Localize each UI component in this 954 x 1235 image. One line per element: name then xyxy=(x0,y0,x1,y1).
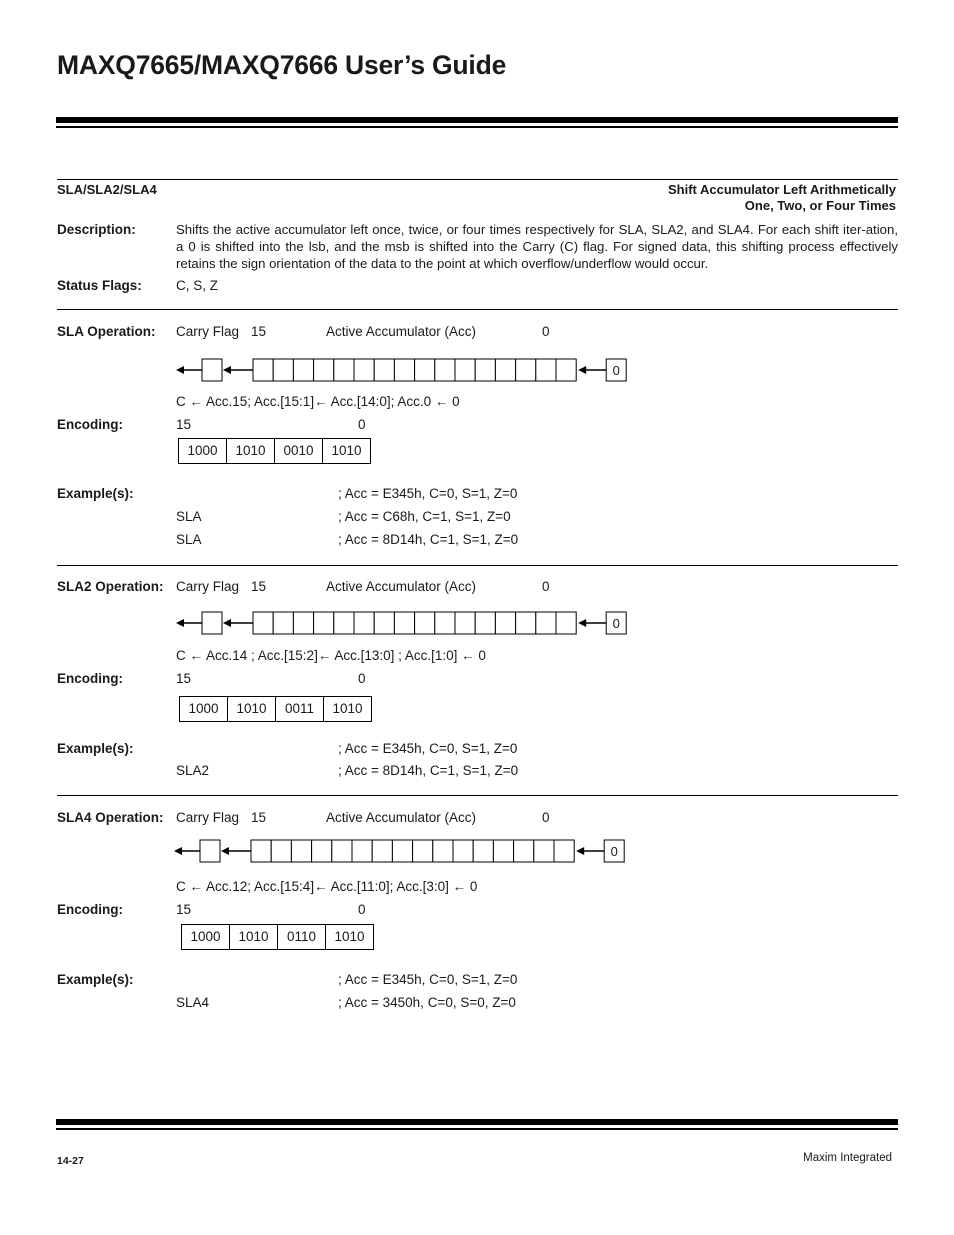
accumulator-bit-cell xyxy=(394,359,414,381)
section-divider xyxy=(57,309,898,310)
example-comment: ; Acc = E345h, C=0, S=1, Z=0 xyxy=(338,972,518,987)
header-rule-thick xyxy=(56,117,898,123)
accumulator-bit-cell xyxy=(415,359,435,381)
encoding-bit-low: 0 xyxy=(358,902,366,917)
accumulator-bit-cell xyxy=(536,612,556,634)
shift-in-value: 0 xyxy=(612,616,620,631)
accumulator-bit-cell xyxy=(453,840,473,862)
accumulator-bit-cell xyxy=(334,612,354,634)
example-code: SLA2 xyxy=(176,763,210,778)
accumulator-bit-cell xyxy=(556,612,576,634)
encoding-nibble: 1000 xyxy=(180,697,228,721)
encoding-nibble: 1000 xyxy=(182,925,230,949)
accumulator-bit-cell xyxy=(352,840,372,862)
shift-in-value: 0 xyxy=(612,363,620,378)
encoding-label: Encoding: xyxy=(57,417,123,432)
accumulator-bit-cell xyxy=(253,612,273,634)
bit-high-label: 15 xyxy=(251,324,267,339)
shift-diagram xyxy=(172,838,618,866)
arrow-head-icon xyxy=(223,366,231,374)
encoding-nibble: 1010 xyxy=(230,925,278,949)
example-comment: ; Acc = C68h, C=1, S=1, Z=0 xyxy=(338,509,511,524)
encoding-bit-high: 15 xyxy=(176,671,192,686)
accumulator-label: Active Accumulator (Acc) xyxy=(326,324,477,339)
accumulator-bit-cell xyxy=(271,840,291,862)
accumulator-bit-cell xyxy=(435,359,455,381)
accumulator-bit-cell xyxy=(514,840,534,862)
arrow-head-icon xyxy=(221,847,229,855)
accumulator-bit-cell xyxy=(495,612,515,634)
accumulator-bit-cell xyxy=(253,359,273,381)
shift-in-value: 0 xyxy=(610,844,618,859)
carry-flag-box xyxy=(202,612,222,634)
example-comment: ; Acc = E345h, C=0, S=1, Z=0 xyxy=(338,486,518,501)
accumulator-bit-cell xyxy=(495,359,515,381)
encoding-nibble: 1010 xyxy=(331,443,362,458)
shift-diagram xyxy=(174,610,620,638)
encoding-nibble: 1010 xyxy=(228,697,276,721)
carry-flag-label: Carry Flag xyxy=(176,579,240,594)
accumulator-bit-cell xyxy=(374,359,394,381)
accumulator-bit-cell xyxy=(251,840,271,862)
accumulator-bit-cell xyxy=(475,359,495,381)
accumulator-bit-cell xyxy=(556,359,576,381)
accumulator-bit-cell xyxy=(312,840,332,862)
accumulator-bit-cell xyxy=(291,840,311,862)
operation-formula: C ← Acc.15; Acc.[15:1]← Acc.[14:0]; Acc.0 ← 0 xyxy=(176,394,460,409)
encoding-nibble: 0010 xyxy=(275,439,323,463)
encoding-nibble: 1010 xyxy=(334,929,365,944)
sla-operation-label: SLA Operation: xyxy=(57,324,156,339)
examples-label: Example(s): xyxy=(57,486,134,501)
arrow-head-icon xyxy=(578,366,586,374)
encoding-box xyxy=(178,438,371,464)
carry-flag-label: Carry Flag xyxy=(176,324,240,339)
encoding-label: Encoding: xyxy=(57,902,123,917)
example-comment: ; Acc = 8D14h, C=1, S=1, Z=0 xyxy=(338,532,519,547)
bit-high-label: 15 xyxy=(251,579,267,594)
bit-low-label: 0 xyxy=(542,324,550,339)
page-title: MAXQ7665/MAXQ7666 User’s Guide xyxy=(57,50,507,80)
accumulator-bit-cell xyxy=(455,612,475,634)
accumulator-bit-cell xyxy=(372,840,392,862)
description-text: Shifts the active accumulator left once, twice, or four times respectively for SLA, SLA2, and SLA4. For each shift iter-ation, a 0 is shifted into the lsb, and the msb is shifted into the Carry (C) flag. For signed data, this shifting process effectively retains the sign orientation of the data to the point at which overflow/underflow would occur. xyxy=(176,222,898,271)
encoding-box xyxy=(181,924,374,950)
accumulator-bit-cell xyxy=(413,840,433,862)
encoding-nibble: 1010 xyxy=(332,701,363,716)
page-number: 14-27 xyxy=(57,1155,84,1167)
accumulator-bit-cell xyxy=(354,359,374,381)
encoding-bit-high: 15 xyxy=(176,417,192,432)
accumulator-bit-cell xyxy=(394,612,414,634)
bit-low-label: 0 xyxy=(542,810,550,825)
carry-flag-label: Carry Flag xyxy=(176,810,240,825)
examples-label: Example(s): xyxy=(57,741,134,756)
example-code: SLA4 xyxy=(176,995,210,1010)
bit-high-label: 15 xyxy=(251,810,267,825)
instruction-title-line1: Shift Accumulator Left Arithmetically xyxy=(667,182,896,197)
section-divider xyxy=(57,565,898,566)
accumulator-label: Active Accumulator (Acc) xyxy=(326,810,477,825)
accumulator-bit-cell xyxy=(475,612,495,634)
accumulator-bit-cell xyxy=(392,840,412,862)
encoding-nibble: 0011 xyxy=(276,697,324,721)
accumulator-bit-cell xyxy=(534,840,554,862)
footer-rule-thin xyxy=(56,1128,898,1130)
status-flags-value: C, S, Z xyxy=(176,278,219,293)
accumulator-bit-cell xyxy=(314,359,334,381)
operation-formula: C ← Acc.14 ; Acc.[15:2]← Acc.[13:0] ; Acc.[1:0] ← 0 xyxy=(176,648,486,663)
arrow-head-icon xyxy=(578,619,586,627)
accumulator-bit-cell xyxy=(536,359,556,381)
example-comment: ; Acc = 3450h, C=0, S=0, Z=0 xyxy=(338,995,516,1010)
accumulator-bit-cell xyxy=(314,612,334,634)
instruction-title xyxy=(668,182,896,214)
arrow-head-icon xyxy=(223,619,231,627)
carry-flag-box xyxy=(200,840,220,862)
accumulator-bit-cell xyxy=(334,359,354,381)
encoding-nibble: 1010 xyxy=(227,439,275,463)
accumulator-bit-cell xyxy=(374,612,394,634)
accumulator-bit-cell xyxy=(273,612,293,634)
accumulator-bit-cell xyxy=(493,840,513,862)
accumulator-bit-cell xyxy=(433,840,453,862)
accumulator-bit-cell xyxy=(273,359,293,381)
accumulator-bit-cell xyxy=(332,840,352,862)
status-flags-label: Status Flags: xyxy=(57,278,142,293)
accumulator-bit-cell xyxy=(516,612,536,634)
accumulator-bit-cell xyxy=(293,359,313,381)
section-divider xyxy=(57,179,898,180)
arrow-head-icon xyxy=(176,366,184,374)
operation-formula: C ← Acc.12; Acc.[15:4]← Acc.[11:0]; Acc.[3:0] ← 0 xyxy=(176,879,478,894)
header-rule-thin xyxy=(56,126,898,128)
carry-flag-box xyxy=(202,359,222,381)
accumulator-label: Active Accumulator (Acc) xyxy=(326,579,477,594)
bit-low-label: 0 xyxy=(542,579,550,594)
accumulator-bit-cell xyxy=(435,612,455,634)
encoding-bit-low: 0 xyxy=(358,417,366,432)
accumulator-bit-cell xyxy=(516,359,536,381)
description-label: Description: xyxy=(57,222,136,237)
section-divider xyxy=(57,795,898,796)
example-comment: ; Acc = E345h, C=0, S=1, Z=0 xyxy=(338,741,518,756)
footer-rule-thick xyxy=(56,1119,898,1125)
accumulator-bit-cell xyxy=(293,612,313,634)
examples-label: Example(s): xyxy=(57,972,134,987)
arrow-head-icon xyxy=(174,847,182,855)
sla4-operation-label: SLA4 Operation: xyxy=(57,810,164,825)
encoding-nibble: 1000 xyxy=(179,439,227,463)
accumulator-bit-cell xyxy=(455,359,475,381)
example-code: SLA xyxy=(176,509,202,524)
shift-diagram xyxy=(174,357,620,385)
encoding-nibble: 0110 xyxy=(278,925,326,949)
accumulator-bit-cell xyxy=(415,612,435,634)
accumulator-bit-cell xyxy=(554,840,574,862)
encoding-box xyxy=(179,696,372,722)
company-name: Maxim Integrated xyxy=(803,1152,892,1164)
instruction-name: SLA/SLA2/SLA4 xyxy=(57,182,157,197)
arrow-head-icon xyxy=(176,619,184,627)
instruction-title-line2: One, Two, or Four Times xyxy=(744,198,896,213)
example-code: SLA xyxy=(176,532,202,547)
encoding-bit-high: 15 xyxy=(176,902,192,917)
encoding-bit-low: 0 xyxy=(358,671,366,686)
example-comment: ; Acc = 8D14h, C=1, S=1, Z=0 xyxy=(338,763,519,778)
sla2-operation-label: SLA2 Operation: xyxy=(57,579,164,594)
encoding-label: Encoding: xyxy=(57,671,123,686)
accumulator-bit-cell xyxy=(354,612,374,634)
accumulator-bit-cell xyxy=(473,840,493,862)
arrow-head-icon xyxy=(576,847,584,855)
